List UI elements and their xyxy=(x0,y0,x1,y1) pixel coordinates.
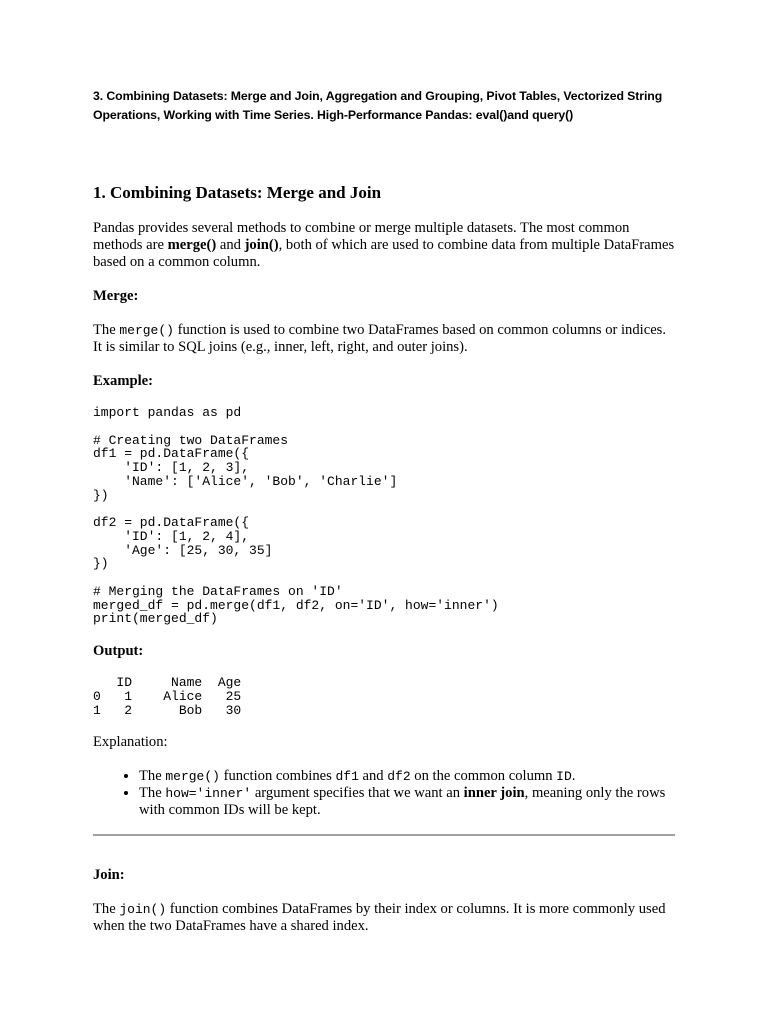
code-block-merge: # Merging the DataFrames on 'ID' merged_df = pd.merge(df1, df2, on='ID', how='inner') print(merged_df) xyxy=(93,584,499,627)
bullet1-code-df1: df1 xyxy=(335,769,359,785)
bullet1-text-1: The xyxy=(139,768,166,785)
join-desc-text-2: function combines DataFrames by their index or columns. It is more commonly used when the two DataFrames have a shared index. xyxy=(93,901,666,935)
join-desc-text-1: The xyxy=(93,901,120,918)
intro-text-1: Pandas provides several methods to combine or merge multiple datasets. The most common methods are xyxy=(93,220,630,253)
section-divider xyxy=(93,834,675,836)
bullet1-text-2: function combines xyxy=(219,768,336,785)
header-line-1: 3. Combining Datasets: Merge and Join, Aggregation and Grouping, Pivot Tables, Vectorized String xyxy=(93,89,663,103)
join-desc-code: join() xyxy=(119,902,167,918)
header-line-2: Operations, Working with Time Series. High-Performance Pandas: eval()and query() xyxy=(93,108,574,122)
document-header xyxy=(93,87,675,125)
code-import: import pandas as pd xyxy=(93,405,242,420)
bullet2-text-1: The xyxy=(139,785,166,802)
output-block: ID Name Age 0 1 Alice 25 1 2 Bob 30 xyxy=(93,675,242,718)
example-heading: Example: xyxy=(93,373,153,389)
join-heading: Join: xyxy=(93,867,125,884)
intro-text-2: , both of which are used to combine data from multiple DataFrames based on a common column. xyxy=(93,237,675,270)
merge-desc-text-1: The xyxy=(93,322,120,338)
bullet1-text-5: . xyxy=(571,768,576,785)
merge-desc-code: merge() xyxy=(119,323,174,338)
merge-desc-text-2: function is used to combine two DataFrames based on common columns or indices. It is similar to SQL joins (e.g., inner, left, right, and outer joins). xyxy=(93,322,666,355)
bullet1-text-3: and xyxy=(358,768,388,785)
document-page xyxy=(93,87,675,935)
explanation-list xyxy=(93,768,675,819)
bullet2-code-how: how='inner' xyxy=(165,786,252,802)
bullet1-code-id: ID xyxy=(556,769,572,785)
section-intro xyxy=(93,220,675,271)
bullet1-code-df2: df2 xyxy=(387,769,411,785)
list-item xyxy=(139,785,675,819)
bullet2-text-2: argument specifies that we want an xyxy=(251,785,464,802)
bullet1-code-merge: merge() xyxy=(165,769,220,785)
merge-heading: Merge: xyxy=(93,288,139,304)
merge-description xyxy=(93,322,675,356)
explanation-heading: Explanation: xyxy=(93,734,168,751)
bullet2-bold-inner-join: inner join xyxy=(463,785,525,802)
section-title: 1. Combining Datasets: Merge and Join xyxy=(93,183,382,202)
bullet2-text-3: , meaning only the rows with common IDs will be kept. xyxy=(139,785,666,819)
list-item xyxy=(139,768,675,785)
code-block-df1: # Creating two DataFrames df1 = pd.DataFrame({ 'ID': [1, 2, 3], 'Name': ['Alice', 'Bob', 'Charlie'] }) xyxy=(93,432,398,503)
intro-merge-term: merge() xyxy=(167,237,217,253)
output-heading: Output: xyxy=(93,643,144,660)
bullet1-text-4: on the common column xyxy=(410,768,557,785)
join-description xyxy=(93,901,675,935)
intro-join-term: join() xyxy=(244,237,279,253)
intro-and: and xyxy=(216,237,245,253)
code-block-df2: df2 = pd.DataFrame({ 'ID': [1, 2, 4], 'Age': [25, 30, 35] }) xyxy=(93,515,273,572)
